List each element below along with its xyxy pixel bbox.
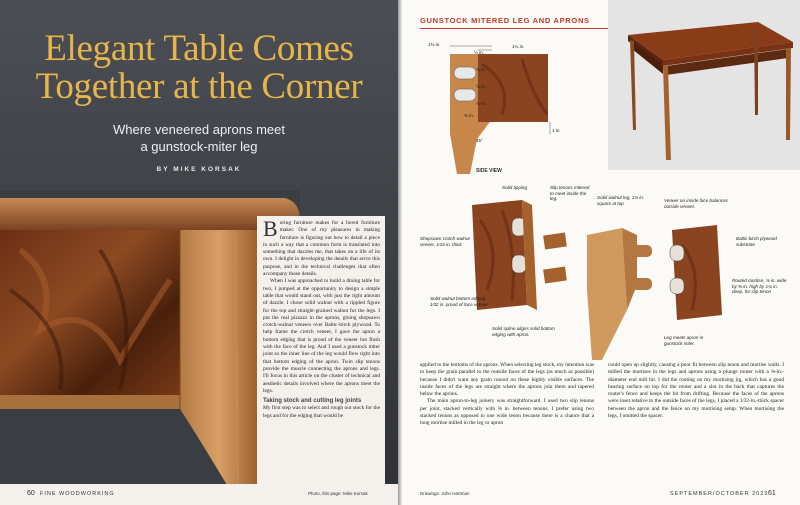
section-heading: Taking stock and cutting leg joints [263,398,362,405]
right-page [402,0,800,505]
left-page [0,0,398,505]
body-column-1 [420,362,594,482]
col2-paragraph-1: could open up slightly, causing a poor fit between slip tenon and mortise walls. I milled the mortises in the legs and aprons using a plunge router with a ⅜-in.-diameter end mill bit. I did the routing on my mortising jig, which has a good bearing surface on top for the router and a slot in the back that captures the router's fence and keeps the bit from drifting. Because the faces of the aprons were inset relative to the outside faces of the legs, I placed a 1⁄32-in.-thick spacer between the apron and the fence on my mortising setup. When mortising the legs, I omitted the spacer. [608,362,784,420]
label-routed-mortise: Routed mortise, ⅜ in. wide by ⅝ in. high by 1¼ in. deep, for slip tenon [732,278,787,295]
label-leg-meets: Leg meets apron in gunstock miter. [664,335,704,346]
subtitle-line-2: a gunstock-miter leg [140,139,258,154]
publication-name: FINE WOODWORKING [40,491,115,497]
paragraph-2: When I was approached to build a dining table for two, I jumped at the opportunity to design a simple table that would stand out, with just the right amount of dazzle. I chose solid walnut with a rippled figure for the top and straight-grained walnut for the legs. I put the real pizzazz in the aprons, gluing shopsawn crotch-walnut veneers over Baltic-birch plywood. To help frame the crotch veneer, I gave the apron a bottom edging that is proud of the veneer but flush with the face of the leg. And I used a gunstock miter joint so the inner line of the leg would flow right into that bottom edging of the apron. Twin slip tenons provide the muscle connecting the aprons and legs. I'll focus in this article on the cluster of technical and aesthetic details involved where the aprons meet the legs. [263,278,380,394]
label-spline: Solid spline aligns solid bottom edging with apron. [492,326,555,337]
label-bottom-edging: Solid walnut bottom edging, 1⁄32 in. proud of face veneer [430,296,488,307]
dim-half: ½ in. [474,50,484,55]
subtitle-line-1: Where veneered aprons meet [113,122,285,137]
article-title [0,30,398,106]
page-number-right: 61 [768,490,776,497]
dim-mid-spacing: ⅝ in. [476,84,486,89]
dim-bottom: ⅜ in. [464,113,474,118]
paragraph-1: Boring furniture makes for a bored furniture maker. One of my pleasures in making furniture is figuring out how to detail a piece in such a way that a common form is translated into something that dazzles me, that takes on a life of its own. I delight in developing the details that serve this purpose, and in the technical challenges that often accompany those details. [263,216,380,278]
header-rule [420,28,615,29]
photo-credit: Photo, this page: Mike Korsak [308,491,368,496]
title-line-1: Elegant Table Comes [44,28,354,69]
byline: BY MIKE KORSAK [156,166,242,173]
drop-cap: B [263,216,278,241]
dim-angle: 45° [476,138,483,143]
article-text-column [257,216,385,484]
page-number-left: 60 [27,490,35,497]
side-view-diagram [422,34,612,174]
title-line-2: Together at the Corner [35,66,363,107]
dim-edging: 1 in. [552,128,561,133]
drawings-credit: Drawings: John Hartman [420,491,470,496]
label-veneer-inside: Veneer on inside face balances outside veneer. [664,198,728,209]
issue-date: SEPTEMBER/OCTOBER 2023 [670,491,769,497]
label-baltic-birch: Baltic-birch plywood substrate [736,236,777,247]
col1-paragraph-1: applied to the bottoms of the aprons. When selecting leg stock, my intention was to keep the grain parallel to the outside faces of the legs (as much as possible) because I didn't want any grain runout on these highly visible surfaces. The inside faces of the legs are straight where the aprons join them and tapered below the aprons. [420,362,594,398]
finished-table-photo [608,0,800,170]
dim-depth: 1¼ in. [512,44,525,49]
label-solid-tipping: Solid tipping [502,185,528,190]
left-footer [0,484,398,505]
col1-paragraph-2: The main apron-to-leg joinery was straightforward. I used two slip tenons per joint, stacked vertically with ⅜ in. between tenons. I prefer using two stacked tenons as opposed to one wide tenon because there is a chance that a long mortise milled in the leg or apron [420,398,594,427]
dim-width: 1¾ in. [428,42,441,47]
body-column-2 [608,362,784,482]
diagram-header: GUNSTOCK MITERED LEG AND APRONS [420,16,590,25]
label-leg-top: Solid walnut leg, 1⅞ in. square at top [597,195,645,206]
right-footer [402,484,800,505]
label-shopsawn-veneer: Shopsawn crotch walnut veneer, 1⁄16 in. thick [420,236,470,247]
article-subtitle [0,121,398,155]
label-slip-tenons: Slip tenons mitered to meet inside the leg. [550,185,590,202]
dim-top-spacing: ⅝ in. [476,67,486,72]
paragraph-3: My first step was to select and rough out stock for the legs and for the edging that would be [263,405,380,419]
table-corner-photo [0,190,300,490]
dim-low-spacing: ⅝ in. [476,101,486,106]
side-view-label: SIDE VIEW [476,168,502,174]
